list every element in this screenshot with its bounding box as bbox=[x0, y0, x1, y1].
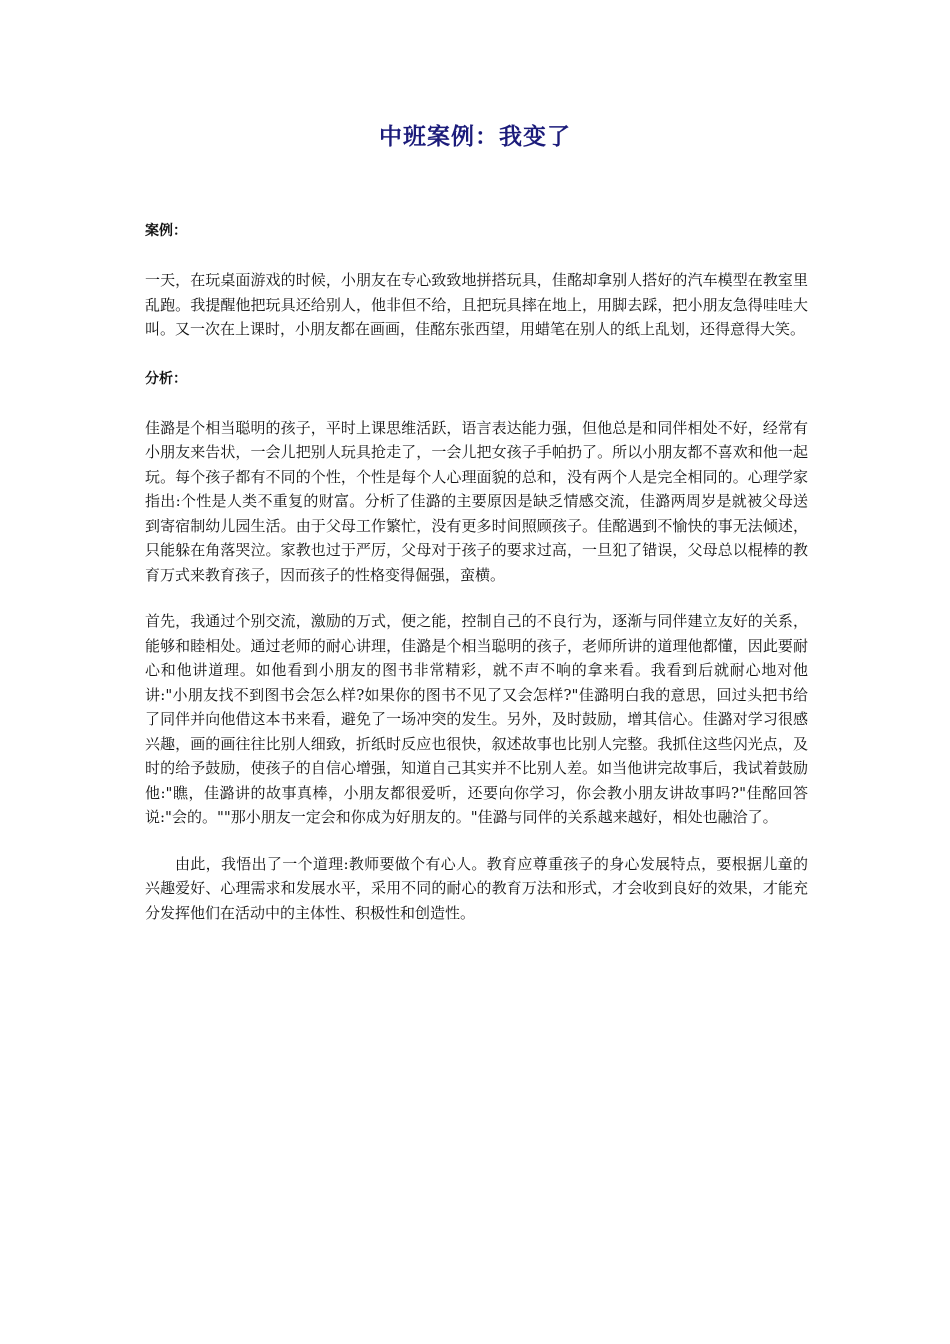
analysis-heading: 分析： bbox=[145, 370, 187, 387]
case-heading: 案例： bbox=[145, 223, 187, 239]
measures-paragraph: 首先，我通过个别交流，激励的万式，便之能，控制自己的不良行为，逐渐与同伴建立友好的关系，能够和睦相处。通过老师的耐心讲理，佳潞是个相当聪明的孩子，老师所讲的道理他都懂，因此要耐心和他讲道理。如他看到小朋友的图书非常精彩，就不声不响的拿来看。我看到后就耐心地对他讲:"小朋友找不到图书会怎么样?如果你的图书不见了又会怎样?"佳潞明白我的意思，回过头把书给了同伴并向他借这本书来看，避免了一场冲突的发生。另外，及时鼓励，增其信心。佳潞对学习很感兴趣，画的画往往比别人细致，折纸时反应也很快，叙述故事也比别人完整。我抓住这些闪光点，及时的给予鼓励，使孩子的自信心增强，知道自己其实并不比别人差。如当他讲完故事后，我试着鼓励他:"瞧，佳潞讲的故事真棒，小朋友都很爱听，还要向你学习，你会教小朋友讲故事吗?"佳酩回答说:"会的。""那小朋友一定会和你成为好朋友的。"佳潞与同伴的关系越来越好，相处也融洽了。 bbox=[145, 612, 808, 826]
analysis-paragraph: 佳潞是个相当聪明的孩子，平时上课思维活跃，语言表达能力强，但他总是和同伴相处不好，经常有小朋友来告状，一会儿把别人玩具抢走了，一会儿把女孩子手帕扔了。所以小朋友都不喜欢和他一起玩。每个孩子都有不同的个性，个性是每个人心理面貌的总和，没有两个人是完全相同的。心理学家指出:个性是人类不重复的财富。分析了佳潞的主要原因是缺乏情感交流，佳潞两周岁是就被父母送到寄宿制幼儿园生活。由于父母工作繁忙，没有更多时间照顾孩子。佳酩遇到不愉快的事无法倾述，只能躲在角落哭泣。家教也过于严厉，父母对于孩子的要求过高，一旦犯了错误，父母总以棍棒的教育万式来教育孩子，因而孩子的性格变得倔强，蛮横。 bbox=[145, 418, 808, 584]
case-paragraph: 一天，在玩桌面游戏的时候，小朋友在专心致致地拼搭玩具，佳酩却拿别人搭好的汽车模型在教室里乱跑。我提醒他把玩具还给别人，他非但不给，且把玩具摔在地上，用脚去踩，把小朋友急得哇哇大叫。又一次在上课时，小朋友都在画画，佳酩东张西望，用蜡笔在别人的纸上乱划，还得意得大笑。 bbox=[145, 271, 808, 338]
conclusion-paragraph: 由此，我悟出了一个道理:教师要做个有心人。教育应尊重孩子的身心发展特点，要根据儿童的兴趣爱好、心理需求和发展水平，采用不同的耐心的教育万法和形式，才会收到良好的效果，才能充分发挥他们在活动中的主体性、积极性和创造性。 bbox=[145, 854, 808, 922]
document-title: 中班案例：我变了 bbox=[379, 124, 571, 150]
document-body bbox=[145, 216, 808, 925]
